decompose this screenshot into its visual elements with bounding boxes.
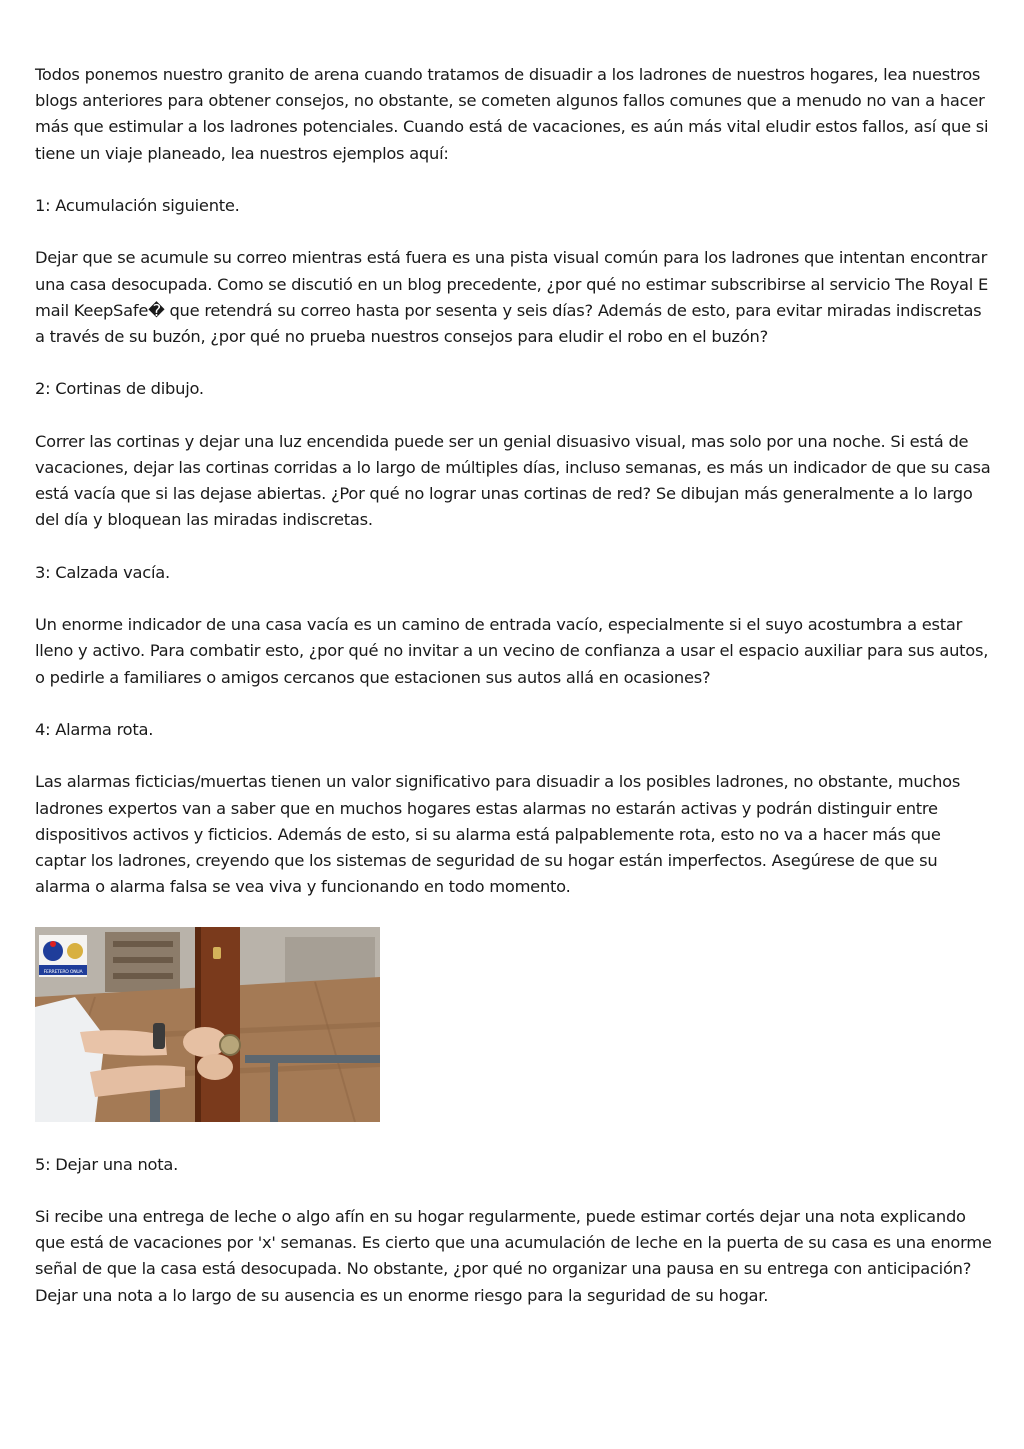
article-body xyxy=(35,62,993,1335)
section-heading-5: 5: Dejar una nota. xyxy=(35,1154,179,1174)
section-heading-2: 2: Cortinas de dibujo. xyxy=(35,379,204,399)
logo-text: FERRETERO ONUA xyxy=(43,969,83,975)
intro-paragraph: Todos ponemos nuestro granito de arena cuando tratamos de disuadir a los ladrones de nuestros hogares, lea nuestros blogs anteriores para obtener consejos, no obstante, se cometen algunos fallos comunes que a menudo no van a hacer más que estimular a los ladrones potenciales. Cuando está de vacaciones, es aún más vital eludir estos fallos, así que si tiene un viaje planeado, lea nuestros ejemplos aquí: xyxy=(35,65,989,163)
section-paragraph-5: Si recibe una entrega de leche o algo afín en su hogar regularmente, puede estimar cortés dejar una nota explicando que está de vacaciones por 'x' semanas. Es cierto que una acumulación de leche en la puerta de su casa es una enorme señal de que la casa está desocupada. No obstante, ¿por qué no organizar una pausa en su entrega con anticipación? Dejar una nota a lo largo de su ausencia es un enorme riesgo para la seguridad de su hogar. xyxy=(35,1206,992,1305)
article-photo xyxy=(35,927,380,1122)
section-heading-3: 3: Calzada vacía. xyxy=(35,562,170,582)
section-paragraph-3: Un enorme indicador de una casa vacía es un camino de entrada vacío, especialmente si el suyo acostumbra a estar lleno y activo. Para combatir esto, ¿por qué no invitar a un vecino de confianza a usar el espacio auxiliar para sus autos, o pedirle a familiares o amigos cercanos que estacionen sus autos allá en ocasiones? xyxy=(35,615,989,687)
section-heading-1: 1: Acumulación siguiente. xyxy=(35,196,240,215)
section-paragraph-4: Las alarmas ficticias/muertas tienen un valor significativo para disuadir a los posibles ladrones, no obstante, muchos ladrones expertos van a saber que en muchos hogares estas alarmas no estarán activas y podrán distinguir entre dispositivos activos y ficticios. Además de esto, si su alarma está palpablemente rota, esto no va a hacer más que captar los ladrones, creyendo que los sistemas de seguridad de su hogar están imperfectos. Asegúrese de que su alarma o alarma falsa se vea viva y funcionando en todo momento. xyxy=(35,772,961,897)
section-paragraph-1: Dejar que se acumule su correo mientras está fuera es una pista visual común para los ladrones que intentan encontrar una casa desocupada. Como se discutió en un blog precedente, ¿por qué no estimar subscribirse al servicio The Royal E mail KeepSafe� que retendrá su correo hasta por sesenta y seis días? Además de esto, para evitar miradas indiscretas a través de su buzón, ¿por qué no prueba nuestros consejos para eludir el robo en el buzón? xyxy=(35,248,988,346)
section-paragraph-2: Correr las cortinas y dejar una luz encendida puede ser un genial disuasivo visual, mas solo por una noche. Si está de vacaciones, dejar las cortinas corridas a lo largo de múltiples días, incluso semanas, es más un indicador de que su casa está vacía que si las dejase abiertas. ¿Por qué no lograr unas cortinas de red? Se dibujan más generalmente a lo largo del día y bloquean las miradas indiscretas. xyxy=(35,431,991,530)
section-heading-4: 4: Alarma rota. xyxy=(35,719,154,739)
